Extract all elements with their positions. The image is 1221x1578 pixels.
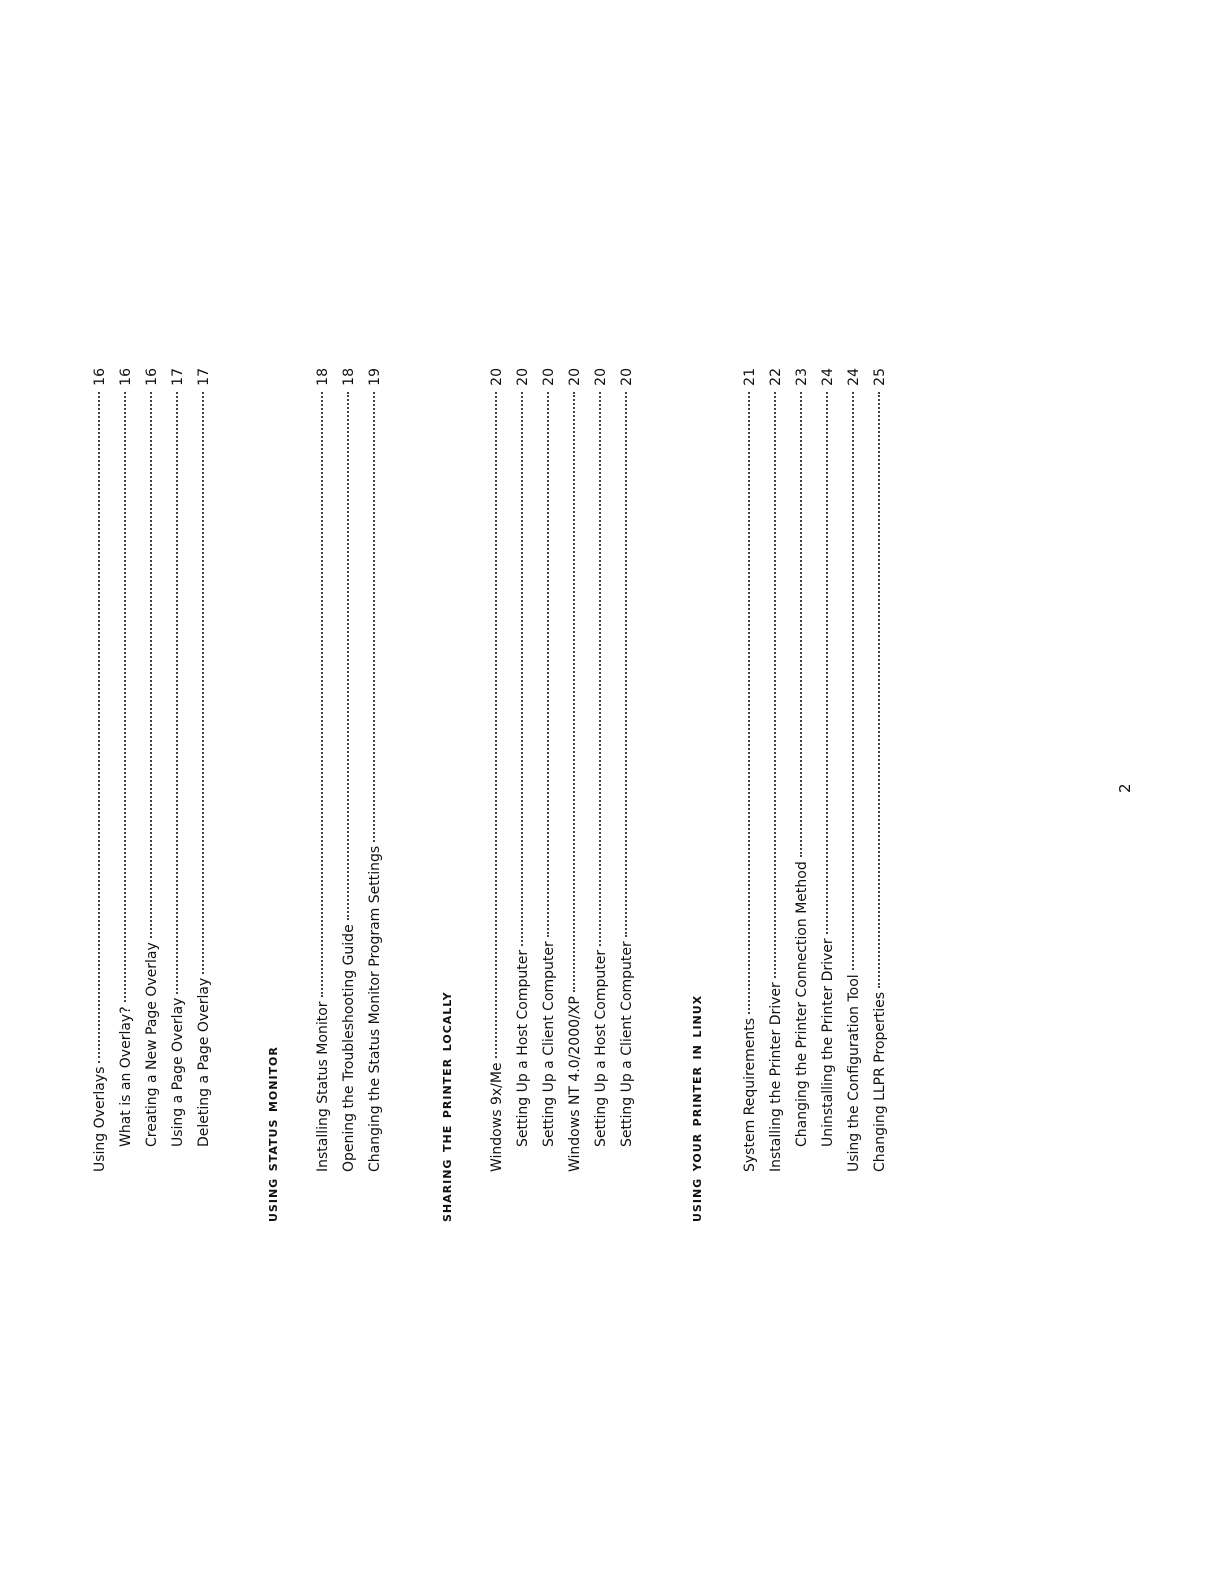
dot-leader (373, 392, 375, 842)
toc-entry[interactable]: System Requirements 21 (742, 368, 758, 1172)
toc-block-linux (737, 368, 893, 1172)
toc-entry[interactable]: Using a Page Overlay 17 (170, 368, 186, 1147)
toc-block-sharing-printer (484, 368, 640, 1172)
dot-leader (547, 392, 549, 937)
dot-leader (321, 392, 323, 997)
toc-entry[interactable]: Setting Up a Host Computer 20 (515, 368, 531, 1147)
toc-entry[interactable]: Using Overlays 16 (92, 368, 108, 1172)
toc-entry[interactable]: Uninstalling the Printer Driver 24 (820, 368, 836, 1147)
dot-leader (878, 392, 880, 988)
dot-leader (826, 392, 828, 934)
dot-leader (599, 392, 601, 946)
toc-block-overlays (87, 368, 217, 1172)
toc-entry[interactable]: Setting Up a Host Computer 20 (593, 368, 609, 1147)
toc-entry[interactable]: Changing LLPR Properties 25 (872, 368, 888, 1172)
section-heading-status-monitor: using status monitor (262, 1046, 281, 1222)
toc-entry[interactable]: Windows NT 4.0/2000/XP 20 (567, 368, 583, 1172)
toc-entry[interactable]: Windows 9x/Me 20 (489, 368, 505, 1172)
dot-leader (625, 392, 627, 937)
section-heading-linux: using your printer in linux (686, 994, 705, 1222)
dot-leader (495, 392, 497, 1058)
toc-entry[interactable]: Using the Configuration Tool 24 (846, 368, 862, 1172)
toc-entry[interactable]: Setting Up a Client Computer 20 (541, 368, 557, 1147)
dot-leader (852, 392, 854, 970)
toc-entry[interactable]: Deleting a Page Overlay 17 (196, 368, 212, 1147)
dot-leader (748, 392, 750, 1014)
dot-leader (800, 392, 802, 857)
dot-leader (124, 392, 126, 1002)
dot-leader (150, 392, 152, 938)
dot-leader (176, 392, 178, 994)
dot-leader (521, 392, 523, 946)
toc-entry[interactable]: Changing the Printer Connection Method 23 (794, 368, 810, 1147)
dot-leader (202, 392, 204, 974)
toc-entry[interactable]: Installing Status Monitor 18 (315, 368, 331, 1172)
toc-entry[interactable]: Creating a New Page Overlay 16 (144, 368, 160, 1147)
section-heading-sharing-printer: sharing the printer locally (436, 991, 455, 1222)
dot-leader (573, 392, 575, 992)
dot-leader (98, 392, 100, 1063)
toc-block-status-monitor (310, 368, 388, 1172)
toc-entry[interactable]: Installing the Printer Driver 22 (768, 368, 784, 1172)
dot-leader (347, 392, 349, 920)
toc-entry[interactable]: Opening the Troubleshooting Guide 18 (341, 368, 357, 1172)
page-number: 2 (1116, 783, 1134, 793)
toc-entry[interactable]: What is an Overlay? 16 (118, 368, 134, 1147)
toc-entry[interactable]: Setting Up a Client Computer 20 (619, 368, 635, 1147)
toc-entry[interactable]: Changing the Status Monitor Program Settings 19 (367, 368, 383, 1172)
dot-leader (774, 392, 776, 978)
